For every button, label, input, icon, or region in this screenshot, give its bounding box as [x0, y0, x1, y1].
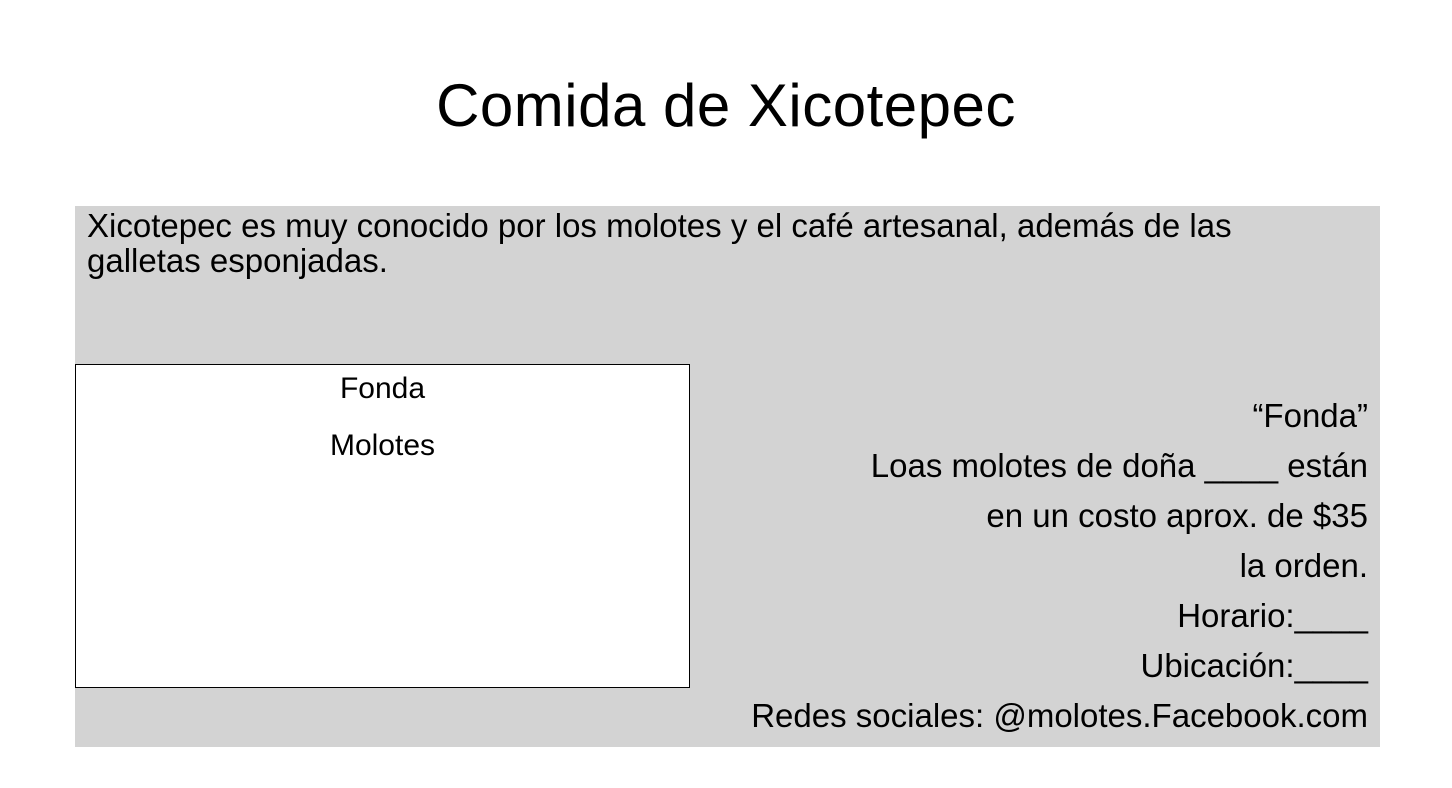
- description-line-2: en un costo aprox. de $35: [986, 497, 1368, 534]
- placeholder-fonda-label: Fonda: [339, 372, 426, 405]
- slide-title: Comida de Xicotepec: [436, 72, 1016, 139]
- placeholder-molotes-label: Molotes: [329, 429, 436, 462]
- description-line-1: Loas molotes de doña ____ están: [870, 447, 1368, 484]
- business-name: “Fonda”: [1252, 397, 1368, 434]
- details-block: [648, 391, 1368, 741]
- intro-text: [87, 208, 1372, 278]
- social-media-field: Redes sociales: @molotes.Facebook.com: [751, 697, 1368, 734]
- intro-line-2: galletas esponjadas.: [87, 242, 388, 279]
- intro-line-1: Xicotepec es muy conocido por los molotes y el café artesanal, además de las: [87, 207, 1232, 244]
- image-placeholder: [75, 364, 690, 688]
- content-panel: [75, 206, 1380, 747]
- description-line-3: la orden.: [1239, 547, 1368, 584]
- location-field: Ubicación:____: [1140, 647, 1368, 684]
- hours-field: Horario:____: [1177, 597, 1368, 634]
